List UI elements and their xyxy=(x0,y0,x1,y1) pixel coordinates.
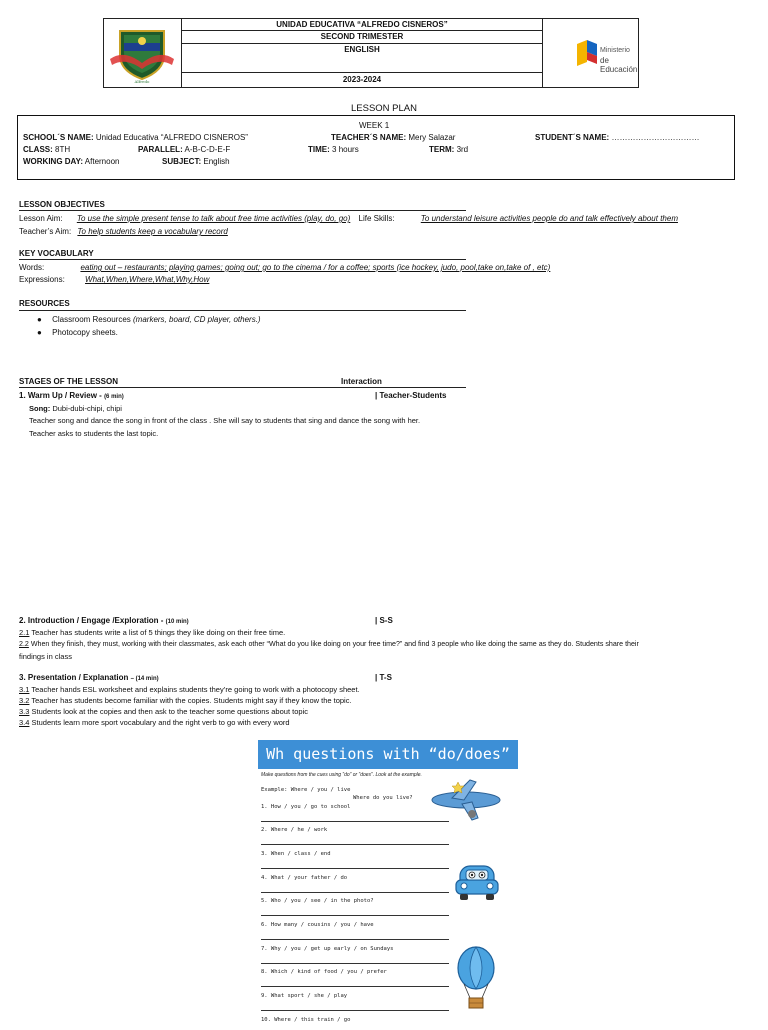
teacher-name-value: Mery Salazar xyxy=(408,133,456,142)
ministry-logo-cell xyxy=(543,19,638,87)
worksheet-item: 9. What sport / she / play xyxy=(261,993,348,999)
subject-heading: ENGLISH xyxy=(182,44,542,73)
life-skills-label: Life Skills: xyxy=(358,214,395,223)
school-name-label: SCHOOL´S NAME: xyxy=(23,133,94,142)
answer-line xyxy=(261,986,449,987)
step-text: When they finish, they must, working with their classmates, ask each other “What do you like doing on your free time?” and find 3 people who like doing the same as they do. Students share their xyxy=(28,640,639,648)
intro-step-2-cont: findings in class xyxy=(19,652,72,661)
warmup-title-text: 1. Warm Up / Review - xyxy=(19,391,105,400)
intro-step-1 xyxy=(19,628,285,637)
school-logo-cell xyxy=(104,19,182,87)
bullet-icon: ● xyxy=(37,315,42,324)
time-field xyxy=(308,145,359,154)
stages-heading: STAGES OF THE LESSON xyxy=(19,377,118,386)
lesson-aim-value: To use the simple present tense to talk about free time activities (play, do, go) xyxy=(76,214,351,223)
intro-duration: (10 min) xyxy=(165,619,189,625)
stages-divider xyxy=(19,387,466,388)
ministry-line2: de Educación xyxy=(600,56,638,74)
teacher-aim-value: To help students keep a vocabulary record xyxy=(77,227,228,236)
intro-step-2 xyxy=(19,640,639,648)
subject-field xyxy=(162,157,230,166)
words-row xyxy=(19,263,550,272)
worksheet-title: Wh questions with “do/does” xyxy=(258,740,518,769)
student-name-value: …………………………… xyxy=(611,133,700,142)
class-value: 8TH xyxy=(55,145,71,154)
resource-note: (markers, board, CD player, others.) xyxy=(133,315,261,324)
vocabulary-heading: KEY VOCABULARY xyxy=(19,249,94,258)
resource-text: Classroom Resources xyxy=(52,315,133,324)
working-day-value: Afternoon xyxy=(84,157,120,166)
header-titles xyxy=(182,19,543,87)
resources-divider xyxy=(19,310,466,311)
worksheet-item: 2. Where / he / work xyxy=(261,827,328,833)
step-number: 2.2 xyxy=(19,640,29,648)
school-crest-logo xyxy=(104,19,181,87)
step-number: 3.4 xyxy=(19,718,30,727)
worksheet-item: 4. What / your father / do xyxy=(261,875,348,881)
header-table xyxy=(103,18,639,88)
hot-air-balloon-icon xyxy=(456,946,496,1012)
parallel-label: PARALLEL: xyxy=(138,145,183,154)
answer-line xyxy=(261,915,449,916)
presentation-step xyxy=(19,696,352,705)
resource-text: Photocopy sheets. xyxy=(52,328,118,337)
warmup-interaction: | Teacher-Students xyxy=(375,391,447,400)
student-name-label: STUDENT´S NAME: xyxy=(535,133,610,142)
worksheet-instructions: Make questions from the cues using “do” or “does”. Look at the example. xyxy=(261,772,422,778)
life-skills-value: To understand leisure activities people do and talk effectively about them xyxy=(420,214,678,223)
school-name-heading: UNIDAD EDUCATIVA “ALFREDO CISNEROS” xyxy=(182,19,542,31)
worksheet-item: 8. Which / kind of food / you / prefer xyxy=(261,969,387,975)
car-icon xyxy=(454,860,500,904)
resource-item xyxy=(37,315,261,324)
parallel-value: A-B-C-D-E-F xyxy=(184,145,231,154)
objectives-heading: LESSON OBJECTIVES xyxy=(19,200,105,209)
answer-line xyxy=(261,1010,449,1011)
step-text: Students learn more sport vocabulary and the right verb to go with every word xyxy=(29,718,290,727)
worksheet-image xyxy=(258,740,518,1030)
presentation-interaction: | T-S xyxy=(375,673,392,682)
interaction-heading: Interaction xyxy=(341,377,382,386)
expressions-value: What,When,Where,What,Why,How xyxy=(85,275,210,284)
school-year: 2023-2024 xyxy=(342,75,382,84)
presentation-title-text: 3. Presentation / Explanation xyxy=(19,673,131,682)
step-text: Teacher has students write a list of 5 things they like doing on their free time. xyxy=(29,628,286,637)
step-number: 3.3 xyxy=(19,707,30,716)
worksheet-item: 3. When / class / end xyxy=(261,851,331,857)
lesson-aim-row xyxy=(19,214,678,223)
bullet-icon: ● xyxy=(37,328,42,337)
warmup-line-1: Teacher song and dance the song in front of the class . She will say to students that sing and dance the song with her. xyxy=(29,416,421,425)
worksheet-item: 7. Why / you / get up early / on Sundays xyxy=(261,946,394,952)
words-value: eating out – restaurants; playing games; going out; go to the cinema / for a coffee; sports (ice hockey, judo, pool,take on,take of , etc) xyxy=(80,263,551,272)
teacher-aim-row xyxy=(19,227,228,236)
song-row xyxy=(29,404,122,413)
time-label: TIME: xyxy=(308,145,330,154)
worksheet-item: 1. How / you / go to school xyxy=(261,804,351,810)
answer-line xyxy=(261,939,449,940)
answer-line xyxy=(261,821,449,822)
presentation-title xyxy=(19,673,159,682)
term-field xyxy=(429,145,468,154)
step-text: Teacher hands ESL worksheet and explains students they’re going to work with a photocopy sheet. xyxy=(29,685,360,694)
resource-item xyxy=(37,328,118,337)
step-text: Students look at the copies and then ask to the teacher some questions about topic xyxy=(29,707,308,716)
working-day-field xyxy=(23,157,119,166)
airplane-icon xyxy=(430,776,502,822)
warmup-line-2: Teacher asks to students the last topic. xyxy=(29,429,159,438)
step-text: Teacher has students become familiar with the copies. Students might say if they know the topic. xyxy=(29,696,352,705)
objectives-divider xyxy=(19,210,466,211)
presentation-step xyxy=(19,685,360,694)
lesson-aim-label: Lesson Aim: xyxy=(19,214,63,223)
lesson-info-box xyxy=(17,115,735,180)
school-name-value: Unidad Educativa “ALFREDO CISNEROS” xyxy=(95,133,248,142)
worksheet-example: Example: Where / you / live xyxy=(261,787,351,793)
step-number: 3.1 xyxy=(19,685,30,694)
presentation-duration: – (14 min) xyxy=(130,676,159,682)
time-value: 3 hours xyxy=(332,145,359,154)
svg-text:Alfredo: Alfredo xyxy=(134,79,150,84)
school-name-field xyxy=(23,133,248,142)
subject-label: SUBJECT: xyxy=(162,157,202,166)
presentation-step xyxy=(19,707,308,716)
song-label: Song: xyxy=(29,404,51,413)
warmup-duration: (6 min) xyxy=(104,394,124,400)
presentation-step xyxy=(19,718,290,727)
answer-line xyxy=(261,868,449,869)
worksheet-item: 5. Who / you / see / in the photo? xyxy=(261,898,374,904)
warmup-title xyxy=(19,391,124,400)
working-day-label: WORKING DAY: xyxy=(23,157,83,166)
ministry-line1: Ministerio xyxy=(600,47,630,54)
term-value: 3rd xyxy=(456,145,469,154)
answer-line xyxy=(261,963,449,964)
page-title: LESSON PLAN xyxy=(351,103,417,114)
worksheet-item: 10. Where / this train / go xyxy=(261,1017,351,1023)
vocabulary-divider xyxy=(19,259,466,260)
worksheet-item: 6. How many / cousins / you / have xyxy=(261,922,374,928)
intro-interaction: | S-S xyxy=(375,616,393,625)
answer-line xyxy=(261,892,449,893)
subject-value: English xyxy=(203,157,230,166)
step-number: 3.2 xyxy=(19,696,30,705)
student-name-field xyxy=(535,133,699,142)
term-label: TERM: xyxy=(429,145,455,154)
expressions-label: Expressions: xyxy=(19,275,65,284)
trimester-heading: SECOND TRIMESTER xyxy=(182,31,542,44)
expressions-row xyxy=(19,275,209,284)
teacher-aim-label: Teacher’s Aim: xyxy=(19,227,72,236)
class-label: CLASS: xyxy=(23,145,53,154)
parallel-field xyxy=(138,145,230,154)
teacher-name-field xyxy=(331,133,455,142)
resources-heading: RESOURCES xyxy=(19,299,70,308)
teacher-name-label: TEACHER´S NAME: xyxy=(331,133,407,142)
intro-title-text: 2. Introduction / Engage /Exploration - xyxy=(19,616,166,625)
answer-line xyxy=(261,844,449,845)
worksheet-example-answer: Where do you live? xyxy=(353,795,413,801)
words-label: Words: xyxy=(19,263,45,272)
step-number: 2.1 xyxy=(19,628,30,637)
song-value: Dubi-dubi-chipi, chipi xyxy=(52,404,122,413)
intro-title xyxy=(19,616,189,625)
week-label: WEEK 1 xyxy=(359,121,390,130)
class-field xyxy=(23,145,70,154)
